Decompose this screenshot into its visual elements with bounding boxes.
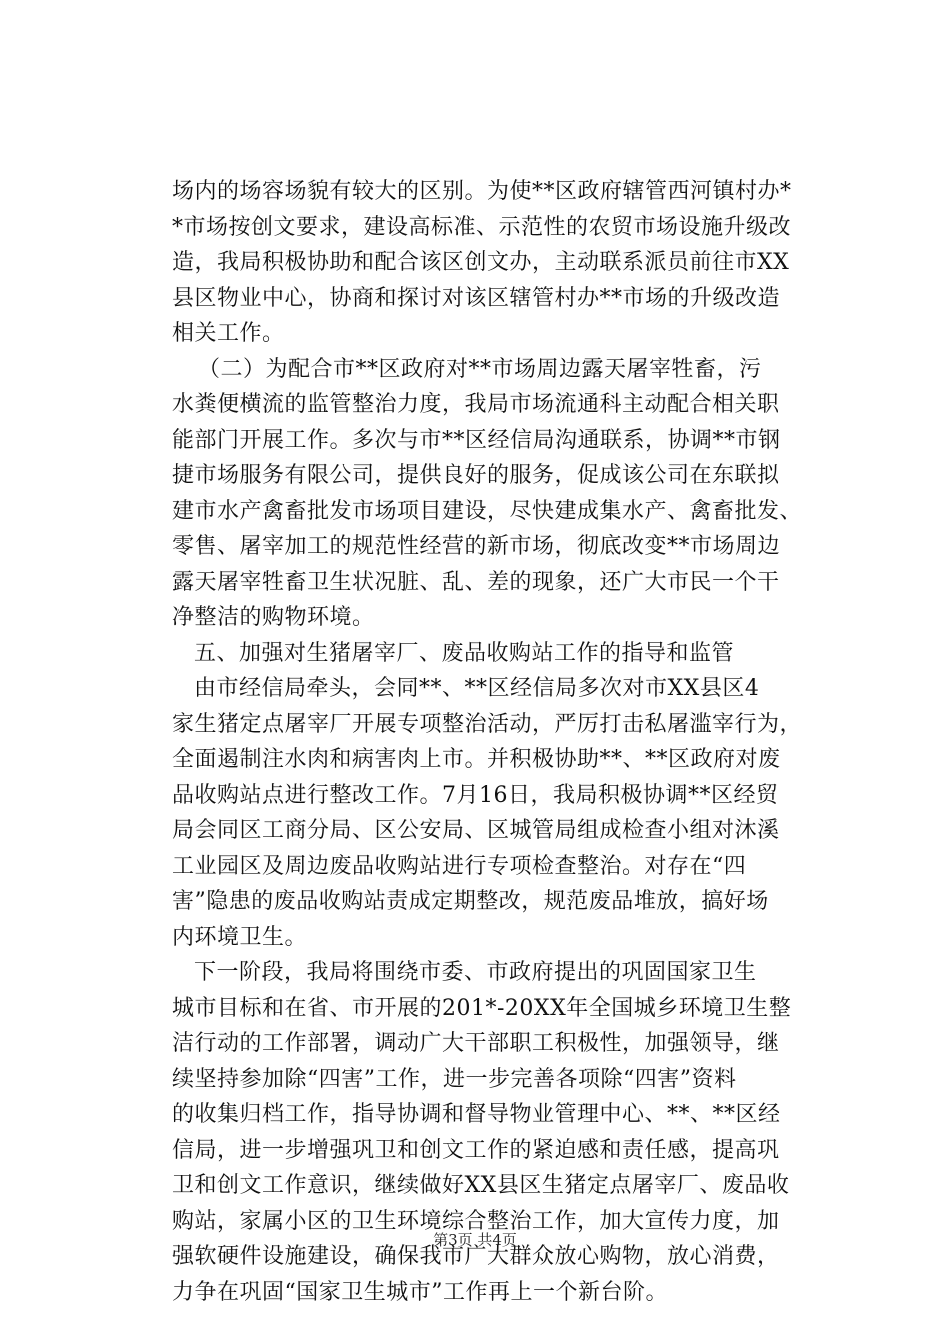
text-line: 局会同区工商分局、区公安局、区城管局组成检查小组对沐溪 xyxy=(172,818,780,843)
page-number-footer: 第3页 共4页 xyxy=(433,1231,517,1249)
document-body xyxy=(172,174,852,1310)
text-line: 露天屠宰牲畜卫生状况脏、乱、差的现象，还广大市民一个干 xyxy=(172,569,780,595)
text-line: 造，我局积极协助和配合该区创文办，主动联系派员前往市XX xyxy=(172,250,790,275)
text-line: 卫和创文工作意识，继续做好XX县区生猪定点屠宰厂、废品收 xyxy=(172,1173,790,1198)
section-heading: 五、加强对生猪屠宰厂、废品收购站工作的指导和监管 xyxy=(194,640,735,666)
paragraph-start-line: 由市经信局牵头，会同**、**区经信局多次对市XX县区4 xyxy=(194,676,760,701)
text-line: 购站，家属小区的卫生环境综合整治工作，加大宣传力度，加 xyxy=(172,1208,780,1234)
text-line: 水粪便横流的监管整治力度，我局市场流通科主动配合相关职 xyxy=(172,392,780,417)
text-line: 净整洁的购物环境。 xyxy=(172,605,375,630)
text-line: 强软硬件设施建设，确保我市广大群众放心购物，放心消费， xyxy=(172,1244,780,1269)
text-line: 相关工作。 xyxy=(172,321,285,346)
text-line: 全面遏制注水肉和病害肉上市。并积极协助**、**区政府对废 xyxy=(172,747,781,772)
text-line: 城市目标和在省、市开展的201*-20XX年全国城乡环境卫生整 xyxy=(172,995,792,1021)
text-line: 内环境卫生。 xyxy=(172,924,308,950)
text-line: 建市水产禽畜批发市场项目建设，尽快建成集水产、禽畜批发、 xyxy=(172,498,803,524)
text-line: 零售、屠宰加工的规范性经营的新市场，彻底改变**市场周边 xyxy=(172,534,781,559)
text-line: 续坚持参加除“四害”工作，进一步完善各项除“四害”资料 xyxy=(172,1066,737,1092)
paragraph-start-line: 下一阶段，我局将围绕市委、市政府提出的巩固国家卫生 xyxy=(194,960,757,985)
text-line: 品收购站点进行整改工作。7月16日，我局积极协调**区经贸 xyxy=(172,782,779,808)
text-line: 场内的场容场貌有较大的区别。为使**区政府辖管西河镇村办* xyxy=(172,179,792,204)
text-line: *市场按创文要求，建设高标准、示范性的农贸市场设施升级改 xyxy=(172,214,792,240)
text-line: 县区物业中心，协商和探讨对该区辖管村办**市场的升级改造 xyxy=(172,285,781,311)
text-line: 能部门开展工作。多次与市**区经信局沟通联系，协调**市钢 xyxy=(172,427,781,453)
text-line: 力争在巩固“国家卫生城市”工作再上一个新台阶。 xyxy=(172,1279,668,1305)
text-line: 家生猪定点屠宰厂开展专项整治活动，严厉打击私屠滥宰行为， xyxy=(172,711,803,737)
text-line: 的收集归档工作，指导协调和督导物业管理中心、**、**区经 xyxy=(172,1102,781,1127)
text-line: 信局，进一步增强巩卫和创文工作的紧迫感和责任感，提高巩 xyxy=(172,1137,780,1163)
text-line: 害”隐患的废品收购站责成定期整改，规范废品堆放，搞好场 xyxy=(172,889,769,914)
paragraph-start-line: （二）为配合市**区政府对**市场周边露天屠宰牲畜，污 xyxy=(198,356,762,382)
text-line: 捷市场服务有限公司，提供良好的服务，促成该公司在东联拟 xyxy=(172,463,780,488)
text-line: 洁行动的工作部署，调动广大干部职工积极性，加强领导，继 xyxy=(172,1031,780,1056)
text-line: 工业园区及周边废品收购站进行专项检查整治。对存在“四 xyxy=(172,853,747,879)
